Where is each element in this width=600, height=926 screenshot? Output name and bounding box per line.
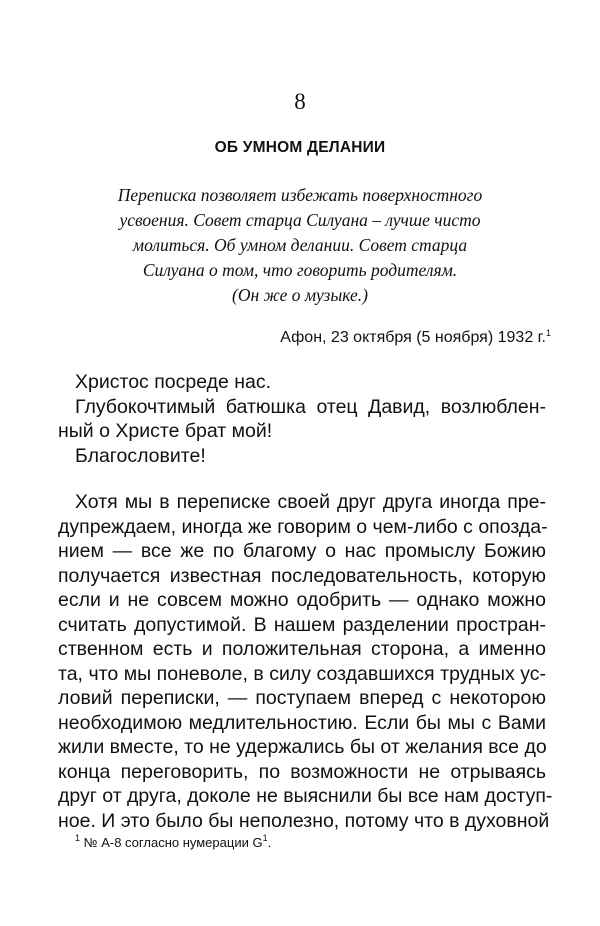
dateline-text: Афон, 23 октября (5 ноября) 1932 г. bbox=[280, 329, 546, 346]
letter-dateline bbox=[280, 328, 551, 348]
body-line: если и не совсем можно одобрить — однако можно bbox=[58, 589, 546, 611]
summary-line: Силуана о том, что говорить родителям. bbox=[142, 260, 458, 280]
body-line: ственном есть и положительная сторона, а именно bbox=[58, 638, 546, 660]
body-line: конца переговорить, по возможности не отрываясь bbox=[58, 760, 546, 783]
greeting-line: Глубокочтимый батюшка отец Давид, возлюблен- bbox=[75, 395, 546, 418]
summary-line: усвоения. Совет старца Силуана – лучше чисто bbox=[119, 210, 481, 230]
chapter-summary bbox=[60, 183, 540, 308]
greeting-line: Христос посреде нас. bbox=[75, 371, 272, 393]
footnote-text-sup: 1 bbox=[262, 833, 268, 843]
summary-line: Переписка позволяет избежать поверхностного bbox=[117, 185, 483, 205]
greeting-line: ный о Христе брат мой! bbox=[58, 420, 273, 442]
letter-greeting bbox=[58, 370, 546, 468]
body-line: ловий переписки, — поступаем вперед с некоторою bbox=[58, 687, 546, 709]
dateline-footnote-mark: 1 bbox=[545, 328, 551, 338]
body-line: Хотя мы в переписке своей друг друга иногда пре- bbox=[75, 491, 546, 513]
footnote-text: № А-8 согласно нумерации G bbox=[83, 835, 263, 850]
footnote-text-end: . bbox=[267, 835, 272, 850]
body-line: ное. И это было бы неполезно, потому что в духовной bbox=[58, 809, 550, 832]
greeting-line: Благословите! bbox=[75, 444, 206, 467]
body-line: та, что мы поневоле, в силу создавшихся трудных ус- bbox=[58, 662, 546, 685]
body-line: считать допустимой. В нашем разделении простран- bbox=[58, 613, 546, 636]
footnote-mark: 1 bbox=[75, 833, 81, 843]
body-line: необходимою медлительностию. Если бы мы с Вами bbox=[58, 711, 546, 734]
summary-line: молиться. Об умном делании. Совет старца bbox=[132, 235, 468, 255]
footnote bbox=[75, 834, 271, 852]
letter-body bbox=[58, 490, 553, 833]
body-line: дупреждаем, иногда же говорим о чем-либо с опозда- bbox=[58, 515, 548, 538]
body-line: получается известная последовательность, которую bbox=[58, 564, 546, 587]
body-line: жили вместе, то не удержались бы от желания все до bbox=[58, 736, 547, 758]
chapter-title: ОБ УМНОМ ДЕЛАНИИ bbox=[214, 139, 386, 156]
body-line: нием — все же по благому о нас промыслу Божию bbox=[58, 540, 546, 562]
chapter-number: 8 bbox=[294, 89, 306, 114]
body-line: друг от друга, доколе не выяснили бы все нам доступ- bbox=[58, 785, 553, 807]
summary-line: (Он же о музыке.) bbox=[232, 285, 368, 305]
